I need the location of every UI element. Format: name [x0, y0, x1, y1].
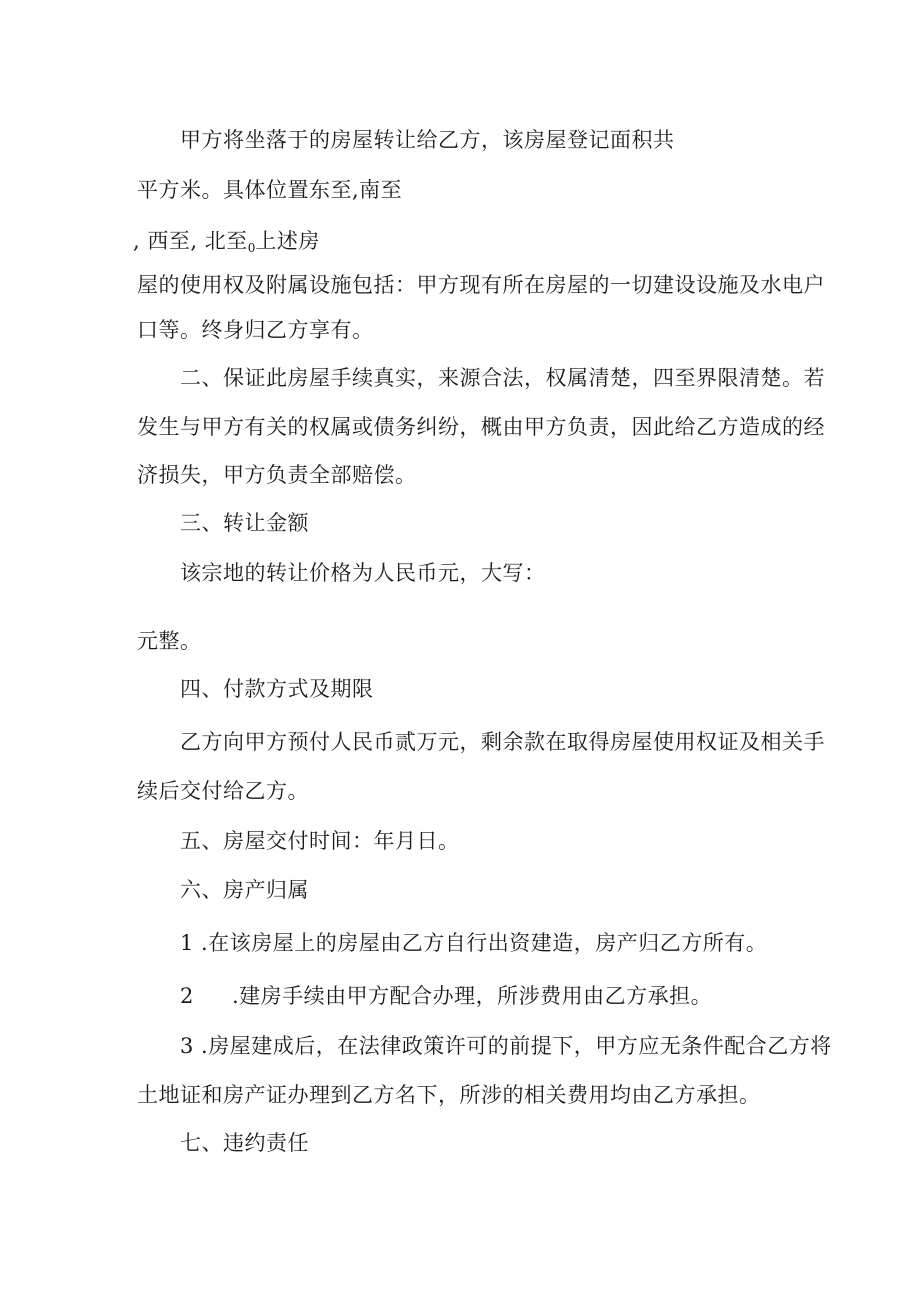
section-7-heading: 七、违约责任 [180, 1131, 309, 1155]
section-3-line-2: 元整。 [137, 629, 202, 653]
section-4-line-1: 乙方向甲方预付人民币贰万元，剩余款在取得房屋使用权证及相关手 [180, 730, 825, 754]
section-3-line-1: 该宗地的转让价格为人民币元，大写： [180, 561, 546, 585]
paragraph-line-3 [133, 227, 320, 262]
section-4-line-2: 续后交付给乙方。 [137, 779, 309, 803]
subscript-zero: 0 [247, 241, 256, 255]
section-5-heading: 五、房屋交付时间：年月日。 [180, 829, 460, 853]
section-6-item-2-text: .建房手续由甲方配合办理，所涉费用由乙方承担。 [232, 984, 713, 1008]
section-6-item-1: 1 .在该房屋上的房屋由乙方自行出资建造，房产归乙方所有。 [180, 931, 768, 955]
paragraph-line-4: 屋的使用权及附属设施包括：甲方现有所在房屋的一切建设设施及水电户 [137, 273, 825, 297]
paragraph-line-3-tail: 上述房 [255, 229, 320, 253]
section-6-item-3-line-1: 3 .房屋建成后，在法律政策许可的前提下，甲方应无条件配合乙方将 [180, 1034, 832, 1058]
section-6-item-3-line-2: 土地证和房产证办理到乙方名下，所涉的相关费用均由乙方承担。 [137, 1083, 761, 1107]
section-6-heading: 六、房产归属 [180, 878, 309, 902]
section-3-heading: 三、转让金额 [180, 511, 309, 535]
section-2-line-2: 发生与甲方有关的权属或债务纠纷，概由甲方负责，因此给乙方造成的经 [137, 415, 825, 439]
section-2-line-3: 济损失，甲方负责全部赔偿。 [137, 463, 417, 487]
paragraph-line-2: 平方米。具体位置东至,南至 [137, 178, 403, 202]
section-2-line-1: 二、保证此房屋手续真实，来源合法，权属清楚，四至界限清楚。若 [180, 366, 825, 390]
paragraph-line-1: 甲方将坐落于的房屋转让给乙方，该房屋登记面积共 [180, 128, 675, 152]
section-6-item-2-number: 2 [180, 984, 194, 1008]
paragraph-line-5: 口等。终身归乙方享有。 [137, 318, 374, 342]
section-4-heading: 四、付款方式及期限 [180, 677, 374, 701]
paragraph-line-3-text: , 西至, 北至 [133, 229, 248, 253]
